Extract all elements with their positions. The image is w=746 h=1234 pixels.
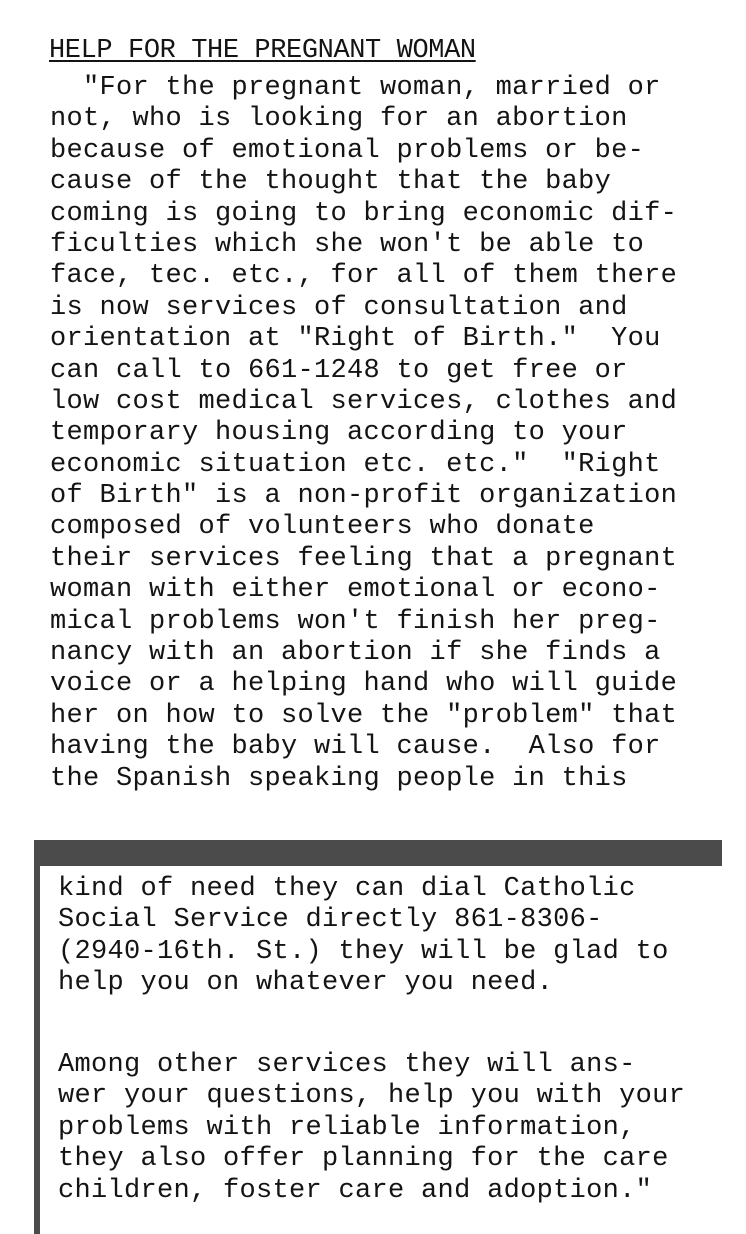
text-line: wer your questions, help you with your [58,1081,686,1112]
article-heading: HELP FOR THE PREGNANT WOMAN [49,36,476,66]
text-line: of Birth" is a non-profit organization [50,481,678,512]
text-line: "For the pregnant woman, married or [50,73,661,103]
text-line: orientation at "Right of Birth." You [50,324,661,355]
text-line: composed of volunteers who donate [50,512,595,543]
top-text-block [50,73,677,795]
text-line: their services feeling that a pregnant [50,543,678,574]
text-line: low cost medical services, clothes and [50,386,678,417]
text-line: Among other services they will ans- [58,1050,636,1080]
text-line: coming is going to bring economic dif- [50,198,678,229]
text-line: mical problems won't finish her preg- [50,606,661,637]
text-line: (2940-16th. St.) they will be glad to [58,936,669,967]
text-line: cause of the thought that the baby [50,167,612,198]
bottom-paragraph-1 [58,874,669,1000]
text-line: children, foster care and adoption." [58,1175,653,1206]
text-line: ficulties which she won't be able to [50,229,645,260]
clipping-divider [34,840,722,866]
text-line: her on how to solve the "problem" that [50,700,678,731]
text-line: can call to 661-1248 to get free or [50,355,628,386]
text-line: problems with reliable information, [58,1112,636,1143]
text-line: temporary housing according to your [50,418,628,449]
text-line: help you on whatever you need. [58,968,554,999]
text-line: face, tec. etc., for all of them there [50,261,678,292]
text-line: is now services of consultation and [50,292,628,323]
text-line: Social Service directly 861-8306- [58,905,603,936]
bottom-paragraph-2 [58,1050,685,1207]
text-line: economic situation etc. etc." "Right [50,449,661,480]
text-line: because of emotional problems or be- [50,135,645,166]
text-line: the Spanish speaking people in this [50,763,628,794]
text-line: not, who is looking for an abortion [50,104,628,135]
text-line: having the baby will cause. Also for [50,732,661,763]
bottom-clipping [34,866,746,1234]
text-line: nancy with an abortion if she finds a [50,638,661,669]
text-line: kind of need they can dial Catholic [58,874,636,904]
text-line: woman with either emotional or econo- [50,575,661,606]
text-line: voice or a helping hand who will guide [50,669,678,700]
text-line: they also offer planning for the care [58,1144,669,1175]
